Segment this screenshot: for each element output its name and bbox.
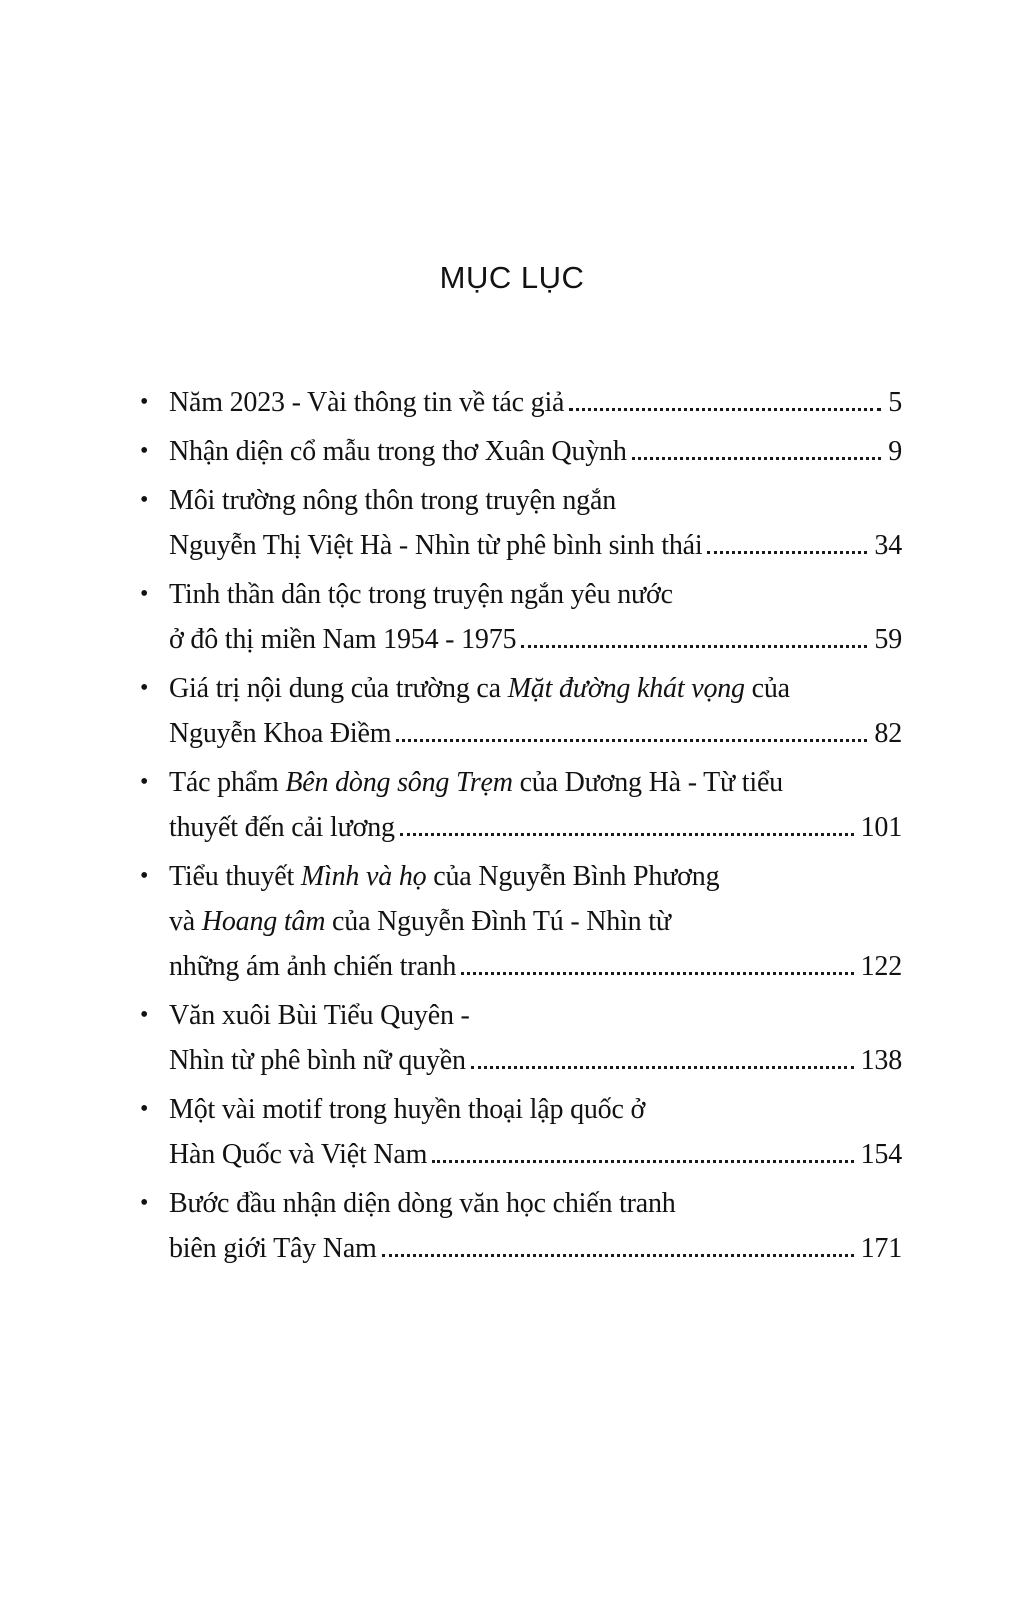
dot-leader: [461, 972, 853, 975]
toc-text-segment: của Nguyễn Đình Tú - Nhìn từ: [325, 906, 671, 937]
toc-text-segment: Hàn Quốc và Việt Nam: [169, 1139, 428, 1170]
toc-book-title: Bên dòng sông Trẹm: [285, 767, 513, 798]
page-number: 171: [860, 1233, 902, 1264]
toc-line: [169, 1181, 902, 1226]
toc-item: [140, 1181, 902, 1271]
page-number: 122: [860, 951, 902, 982]
toc-line: [169, 666, 902, 711]
page-number: 138: [860, 1045, 902, 1076]
toc-item: [140, 760, 902, 850]
toc-line: [169, 944, 902, 989]
bullet-icon: •: [140, 487, 149, 513]
toc-book-title: Mình và họ: [300, 861, 427, 892]
toc-text-segment: Bước đầu nhận diện dòng văn học chiến tranh: [169, 1188, 676, 1219]
toc-item: [140, 993, 902, 1083]
dot-leader: [471, 1066, 854, 1069]
toc-book-title: Hoang tâm: [201, 906, 326, 937]
bullet-icon: •: [140, 389, 149, 415]
page-number: 5: [888, 387, 902, 418]
toc-line: [169, 429, 902, 474]
dot-leader: [400, 833, 854, 836]
bullet-icon: •: [140, 1002, 149, 1028]
page-number: 101: [860, 812, 902, 843]
toc-line: [169, 478, 902, 523]
toc-text-segment: Giá trị nội dung của trường ca: [169, 673, 508, 704]
dot-leader: [707, 551, 867, 554]
dot-leader: [396, 739, 867, 742]
page-number: 34: [874, 530, 902, 561]
toc-line: [169, 1087, 902, 1132]
toc-text-segment: thuyết đến cải lương: [169, 812, 395, 843]
toc-text-segment: Tác phẩm: [169, 767, 286, 798]
toc-text-segment: Tiểu thuyết: [169, 861, 301, 892]
toc-text-segment: và: [169, 906, 202, 937]
toc-text-segment: Nguyễn Khoa Điềm: [169, 718, 392, 749]
toc-item: [140, 380, 902, 425]
bullet-icon: •: [140, 1190, 149, 1216]
toc-text-segment: Nhìn từ phê bình nữ quyền: [169, 1045, 466, 1076]
toc-text-segment: Một vài motif trong huyền thoại lập quốc ở: [169, 1094, 646, 1125]
toc-line: [169, 1132, 902, 1177]
toc-text-segment: ở đô thị miền Nam 1954 - 1975: [169, 624, 517, 655]
toc-line: [169, 854, 902, 899]
toc-text-segment: biên giới Tây Nam: [169, 1233, 377, 1264]
toc-item: [140, 572, 902, 662]
toc-line: [169, 523, 902, 568]
bullet-icon: •: [140, 675, 149, 701]
toc-book-title: Mặt đường khát vọng: [507, 673, 745, 704]
toc-text-segment: của Dương Hà - Từ tiểu: [512, 767, 783, 798]
bullet-icon: •: [140, 581, 149, 607]
toc-text-segment: của: [744, 673, 790, 704]
toc-text-segment: những ám ảnh chiến tranh: [169, 951, 457, 982]
page-title: MỤC LỤC: [439, 260, 585, 295]
toc-line: [169, 1038, 902, 1083]
toc-text-segment: Môi trường nông thôn trong truyện ngắn: [169, 485, 617, 516]
toc-line: [169, 711, 902, 756]
bullet-icon: •: [140, 769, 149, 795]
bullet-icon: •: [140, 438, 149, 464]
page-number: 154: [860, 1139, 902, 1170]
toc-text-segment: Nguyễn Thị Việt Hà - Nhìn từ phê bình sinh thái: [169, 530, 703, 561]
page-number: 59: [874, 624, 902, 655]
toc-text-segment: của Nguyễn Bình Phương: [426, 861, 720, 892]
toc-line: [169, 993, 902, 1038]
toc-text-segment: Tinh thần dân tộc trong truyện ngắn yêu nước: [169, 579, 673, 610]
bullet-icon: •: [140, 863, 149, 889]
toc-line: [169, 805, 902, 850]
page-number: 82: [874, 718, 902, 749]
table-of-contents: [140, 380, 902, 1275]
toc-text-segment: Năm 2023 - Vài thông tin về tác giả: [169, 387, 565, 418]
toc-text-segment: Nhận diện cổ mẫu trong thơ Xuân Quỳnh: [169, 436, 627, 467]
toc-line: [169, 760, 902, 805]
dot-leader: [382, 1254, 854, 1257]
toc-item: [140, 1087, 902, 1177]
toc-line: [169, 380, 902, 425]
toc-line: [169, 617, 902, 662]
toc-item: [140, 478, 902, 568]
dot-leader: [521, 645, 867, 648]
toc-line: [169, 899, 902, 944]
bullet-icon: •: [140, 1096, 149, 1122]
dot-leader: [569, 408, 881, 411]
toc-item: [140, 854, 902, 989]
toc-text-segment: Văn xuôi Bùi Tiểu Quyên -: [169, 1000, 470, 1031]
toc-item: [140, 429, 902, 474]
toc-line: [169, 572, 902, 617]
dot-leader: [432, 1160, 853, 1163]
toc-item: [140, 666, 902, 756]
page-number: 9: [888, 436, 902, 467]
dot-leader: [632, 457, 882, 460]
toc-line: [169, 1226, 902, 1271]
